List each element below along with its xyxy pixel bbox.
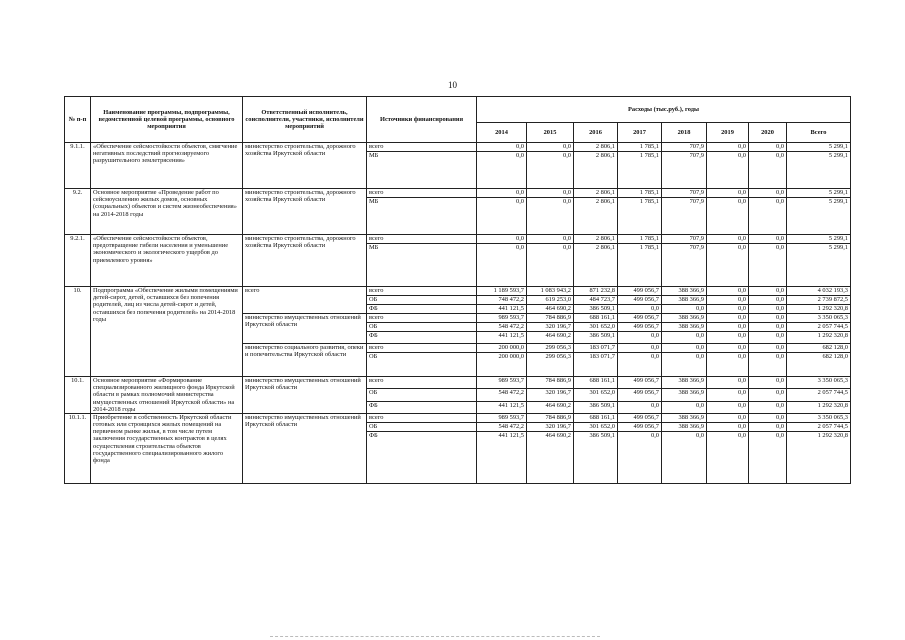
year-value: 0,0	[527, 235, 574, 244]
total-value: 2 057 744,5	[787, 422, 851, 431]
header-expenses: Расходы (тыс.руб.), годы	[477, 97, 851, 123]
year-value: 388 366,9	[662, 287, 707, 296]
year-value: 0,0	[749, 344, 787, 353]
year-value: 707,9	[662, 143, 707, 152]
executor-name: министерство социального развития, опеки и попечительства Иркутской области	[243, 344, 367, 377]
program-name: Основное мероприятие «Проведение работ по сейсмоусилению жилых домов, основных (социальных) объектов и систем жизнеобеспечения» на 2014-2018 годы	[91, 189, 243, 235]
header-year: 2018	[662, 123, 707, 143]
budget-table	[64, 96, 851, 484]
total-value: 5 299,1	[787, 143, 851, 152]
year-value: 0,0	[527, 198, 574, 235]
year-value: 441 121,5	[477, 305, 527, 314]
year-value: 0,0	[618, 431, 662, 483]
year-value: 0,0	[618, 401, 662, 413]
year-value: 0,0	[707, 323, 749, 332]
year-value: 1 785,1	[618, 244, 662, 287]
year-value: 707,9	[662, 198, 707, 235]
total-value: 3 350 065,3	[787, 377, 851, 389]
total-value: 2 057 744,5	[787, 389, 851, 401]
year-value: 1 785,1	[618, 189, 662, 198]
total-value: 1 292 320,8	[787, 305, 851, 314]
year-value: 0,0	[477, 198, 527, 235]
total-value: 682 128,0	[787, 344, 851, 353]
year-value: 0,0	[749, 189, 787, 198]
year-value: 0,0	[477, 189, 527, 198]
year-value: 386 509,1	[574, 401, 618, 413]
year-value: 0,0	[707, 314, 749, 323]
year-value: 0,0	[477, 235, 527, 244]
year-value: 0,0	[662, 353, 707, 377]
total-value: 3 350 065,3	[787, 314, 851, 323]
funding-source: МБ	[367, 198, 477, 235]
year-value: 0,0	[707, 353, 749, 377]
funding-source: ФБ	[367, 401, 477, 413]
year-value: 484 723,7	[574, 296, 618, 305]
year-value: 183 071,7	[574, 344, 618, 353]
year-value: 0,0	[707, 296, 749, 305]
year-value: 0,0	[707, 401, 749, 413]
program-name: Подпрограмма «Обеспечение жилыми помещениями детей-сирот, детей, оставшихся без попечения родителей, лиц из числа детей-сирот и детей, оставшихся без попечения родителей» на 2014-2018 годы	[91, 287, 243, 377]
scan-edge-mark	[270, 636, 600, 638]
year-value: 200 000,0	[477, 344, 527, 353]
year-value: 301 652,0	[574, 422, 618, 431]
year-value: 0,0	[749, 422, 787, 431]
row-number: 9.1.1.	[65, 143, 91, 189]
year-value: 784 886,9	[527, 314, 574, 323]
funding-source: всего	[367, 143, 477, 152]
year-value: 0,0	[477, 244, 527, 287]
total-value: 2 739 872,5	[787, 296, 851, 305]
total-value: 1 292 320,8	[787, 431, 851, 483]
funding-source: всего	[367, 344, 477, 353]
total-value: 4 032 193,3	[787, 287, 851, 296]
row-number: 10.1.	[65, 377, 91, 414]
year-value: 0,0	[749, 296, 787, 305]
year-value: 1 785,1	[618, 152, 662, 189]
year-value: 0,0	[749, 198, 787, 235]
year-value: 464 690,2	[527, 332, 574, 344]
total-value: 1 292 320,8	[787, 401, 851, 413]
year-value: 0,0	[662, 332, 707, 344]
year-value: 1 785,1	[618, 198, 662, 235]
year-value: 619 253,0	[527, 296, 574, 305]
year-value: 499 056,7	[618, 377, 662, 389]
executor-name: министерство имущественных отношений Иркутской области	[243, 377, 367, 414]
year-value: 2 806,1	[574, 143, 618, 152]
year-value: 688 161,1	[574, 377, 618, 389]
header-program: Наименование программы, подпрограммы, ведомственной целевой программы, основного мероприятия	[91, 97, 243, 143]
year-value: 1 189 593,7	[477, 287, 527, 296]
year-value: 707,9	[662, 189, 707, 198]
funding-source: ОБ	[367, 353, 477, 377]
year-value: 441 121,5	[477, 401, 527, 413]
year-value: 0,0	[749, 323, 787, 332]
year-value: 499 056,7	[618, 314, 662, 323]
year-value: 464 690,2	[527, 431, 574, 483]
header-executor: Ответственный исполнитель, соисполнители, участники, исполнители мероприятий	[243, 97, 367, 143]
funding-source: ФБ	[367, 431, 477, 483]
year-value: 0,0	[477, 152, 527, 189]
year-value: 0,0	[662, 431, 707, 483]
funding-source: всего	[367, 287, 477, 296]
year-value: 0,0	[707, 198, 749, 235]
year-value: 0,0	[707, 344, 749, 353]
year-value: 0,0	[527, 143, 574, 152]
program-name: «Обеспечение сейсмостойкости объектов, предотвращение гибели населения и уменьшение экономического и экологического ущербов до приемлемого уровня»	[91, 235, 243, 287]
header-year: 2017	[618, 123, 662, 143]
year-value: 1 785,1	[618, 143, 662, 152]
year-value: 0,0	[662, 305, 707, 314]
page-number: 10	[448, 80, 457, 90]
year-value: 2 806,1	[574, 244, 618, 287]
program-name: «Обеспечение сейсмостойкости объектов, смягчение негативных последствий прогнозируемого разрушительного землетрясения»	[91, 143, 243, 189]
year-value: 2 806,1	[574, 152, 618, 189]
year-value: 688 161,1	[574, 413, 618, 422]
funding-source: ОБ	[367, 296, 477, 305]
total-value: 5 299,1	[787, 198, 851, 235]
year-value: 499 056,7	[618, 413, 662, 422]
year-value: 784 886,9	[527, 413, 574, 422]
year-value: 1 083 943,2	[527, 287, 574, 296]
funding-source: МБ	[367, 244, 477, 287]
year-value: 386 509,1	[574, 305, 618, 314]
year-value: 0,0	[662, 344, 707, 353]
year-value: 548 472,2	[477, 422, 527, 431]
year-value: 301 652,0	[574, 389, 618, 401]
year-value: 499 056,7	[618, 323, 662, 332]
year-value: 989 593,7	[477, 314, 527, 323]
executor-name: министерство строительства, дорожного хозяйства Иркутской области	[243, 189, 367, 235]
total-value: 2 057 744,5	[787, 323, 851, 332]
year-value: 0,0	[477, 143, 527, 152]
year-value: 989 593,7	[477, 413, 527, 422]
year-value: 707,9	[662, 152, 707, 189]
total-value: 5 299,1	[787, 189, 851, 198]
header-year: 2019	[707, 123, 749, 143]
program-name: Основное мероприятие «Формирование специализированного жилищного фонда Иркутской области в рамках полномочий министерства имущественных отношений Иркутской области» на 2014-2018 годы	[91, 377, 243, 414]
year-value: 0,0	[749, 431, 787, 483]
year-value: 0,0	[749, 244, 787, 287]
year-value: 0,0	[707, 305, 749, 314]
header-year: 2020	[749, 123, 787, 143]
row-number: 9.2.1.	[65, 235, 91, 287]
executor-name: всего	[243, 287, 367, 314]
year-value: 499 056,7	[618, 287, 662, 296]
total-value: 3 350 065,3	[787, 413, 851, 422]
row-number: 9.2.	[65, 189, 91, 235]
year-value: 0,0	[618, 305, 662, 314]
year-value: 0,0	[527, 189, 574, 198]
year-value: 707,9	[662, 235, 707, 244]
funding-source: ОБ	[367, 422, 477, 431]
year-value: 0,0	[707, 422, 749, 431]
year-value: 0,0	[749, 235, 787, 244]
executor-name: министерство имущественных отношений Иркутской области	[243, 413, 367, 483]
year-value: 0,0	[662, 401, 707, 413]
year-value: 0,0	[707, 152, 749, 189]
header-year: 2015	[527, 123, 574, 143]
funding-source: ФБ	[367, 332, 477, 344]
funding-source: ФБ	[367, 305, 477, 314]
year-value: 871 232,8	[574, 287, 618, 296]
table-row	[65, 413, 851, 422]
funding-source: всего	[367, 235, 477, 244]
year-value: 441 121,5	[477, 332, 527, 344]
year-value: 388 366,9	[662, 314, 707, 323]
total-value: 682 128,0	[787, 353, 851, 377]
funding-source: МБ	[367, 152, 477, 189]
year-value: 301 652,0	[574, 323, 618, 332]
year-value: 499 056,7	[618, 296, 662, 305]
year-value: 0,0	[707, 244, 749, 287]
year-value: 0,0	[749, 353, 787, 377]
funding-source: ОБ	[367, 323, 477, 332]
year-value: 0,0	[707, 413, 749, 422]
year-value: 183 071,7	[574, 353, 618, 377]
executor-name: министерство строительства, дорожного хозяйства Иркутской области	[243, 143, 367, 189]
year-value: 441 121,5	[477, 431, 527, 483]
funding-source: всего	[367, 189, 477, 198]
year-value: 0,0	[749, 377, 787, 389]
header-year: 2014	[477, 123, 527, 143]
year-value: 388 366,9	[662, 422, 707, 431]
row-number: 10.1.1.	[65, 413, 91, 483]
table-header	[65, 97, 851, 143]
year-value: 386 509,1	[574, 332, 618, 344]
year-value: 2 806,1	[574, 189, 618, 198]
year-value: 388 366,9	[662, 413, 707, 422]
year-value: 548 472,2	[477, 323, 527, 332]
year-value: 0,0	[749, 389, 787, 401]
year-value: 0,0	[749, 413, 787, 422]
year-value: 0,0	[618, 344, 662, 353]
year-value: 299 056,3	[527, 344, 574, 353]
year-value: 0,0	[749, 287, 787, 296]
year-value: 0,0	[707, 189, 749, 198]
year-value: 1 785,1	[618, 235, 662, 244]
year-value: 464 690,2	[527, 305, 574, 314]
year-value: 0,0	[707, 389, 749, 401]
total-value: 5 299,1	[787, 244, 851, 287]
year-value: 464 690,2	[527, 401, 574, 413]
year-value: 989 593,7	[477, 377, 527, 389]
table-row	[65, 189, 851, 198]
header-total: Всего	[787, 123, 851, 143]
total-value: 5 299,1	[787, 235, 851, 244]
year-value: 688 161,1	[574, 314, 618, 323]
year-value: 0,0	[749, 314, 787, 323]
year-value: 499 056,7	[618, 422, 662, 431]
year-value: 0,0	[749, 152, 787, 189]
year-value: 548 472,2	[477, 389, 527, 401]
year-value: 200 000,0	[477, 353, 527, 377]
funding-source: ОБ	[367, 389, 477, 401]
header-source: Источники финансирования	[367, 97, 477, 143]
program-name: Приобретение в собственность Иркутской области готовых или строящихся жилых помещений на первичном рынке жилья, в том числе путем заключения государственных контрактов в целях осуществления строительства объектов государственного специализированного жилого фонда	[91, 413, 243, 483]
year-value: 388 366,9	[662, 389, 707, 401]
year-value: 0,0	[749, 401, 787, 413]
year-value: 0,0	[618, 353, 662, 377]
header-num: № п-п	[65, 97, 91, 143]
year-value: 707,9	[662, 244, 707, 287]
year-value: 0,0	[707, 143, 749, 152]
table-row	[65, 235, 851, 244]
total-value: 1 292 320,8	[787, 332, 851, 344]
year-value: 2 806,1	[574, 235, 618, 244]
row-number: 10.	[65, 287, 91, 377]
table-row	[65, 377, 851, 389]
year-value: 784 886,9	[527, 377, 574, 389]
table-row	[65, 143, 851, 152]
year-value: 320 196,7	[527, 323, 574, 332]
year-value: 0,0	[707, 377, 749, 389]
year-value: 320 196,7	[527, 422, 574, 431]
executor-name: министерство имущественных отношений Иркутской области	[243, 314, 367, 344]
year-value: 0,0	[749, 305, 787, 314]
total-value: 5 299,1	[787, 152, 851, 189]
year-value: 388 366,9	[662, 323, 707, 332]
year-value: 0,0	[618, 332, 662, 344]
funding-source: всего	[367, 314, 477, 323]
table-body	[65, 143, 851, 484]
year-value: 748 472,2	[477, 296, 527, 305]
table-row	[65, 287, 851, 296]
executor-name: министерство строительства, дорожного хозяйства Иркутской области	[243, 235, 367, 287]
year-value: 0,0	[749, 143, 787, 152]
year-value: 0,0	[749, 332, 787, 344]
header-year: 2016	[574, 123, 618, 143]
year-value: 0,0	[707, 431, 749, 483]
year-value: 388 366,9	[662, 377, 707, 389]
year-value: 320 196,7	[527, 389, 574, 401]
year-value: 0,0	[707, 235, 749, 244]
year-value: 499 056,7	[618, 389, 662, 401]
year-value: 299 056,3	[527, 353, 574, 377]
year-value: 0,0	[707, 332, 749, 344]
year-value: 2 806,1	[574, 198, 618, 235]
funding-source: всего	[367, 413, 477, 422]
year-value: 388 366,9	[662, 296, 707, 305]
year-value: 0,0	[527, 244, 574, 287]
year-value: 386 509,1	[574, 431, 618, 483]
year-value: 0,0	[527, 152, 574, 189]
funding-source: всего	[367, 377, 477, 389]
year-value: 0,0	[707, 287, 749, 296]
